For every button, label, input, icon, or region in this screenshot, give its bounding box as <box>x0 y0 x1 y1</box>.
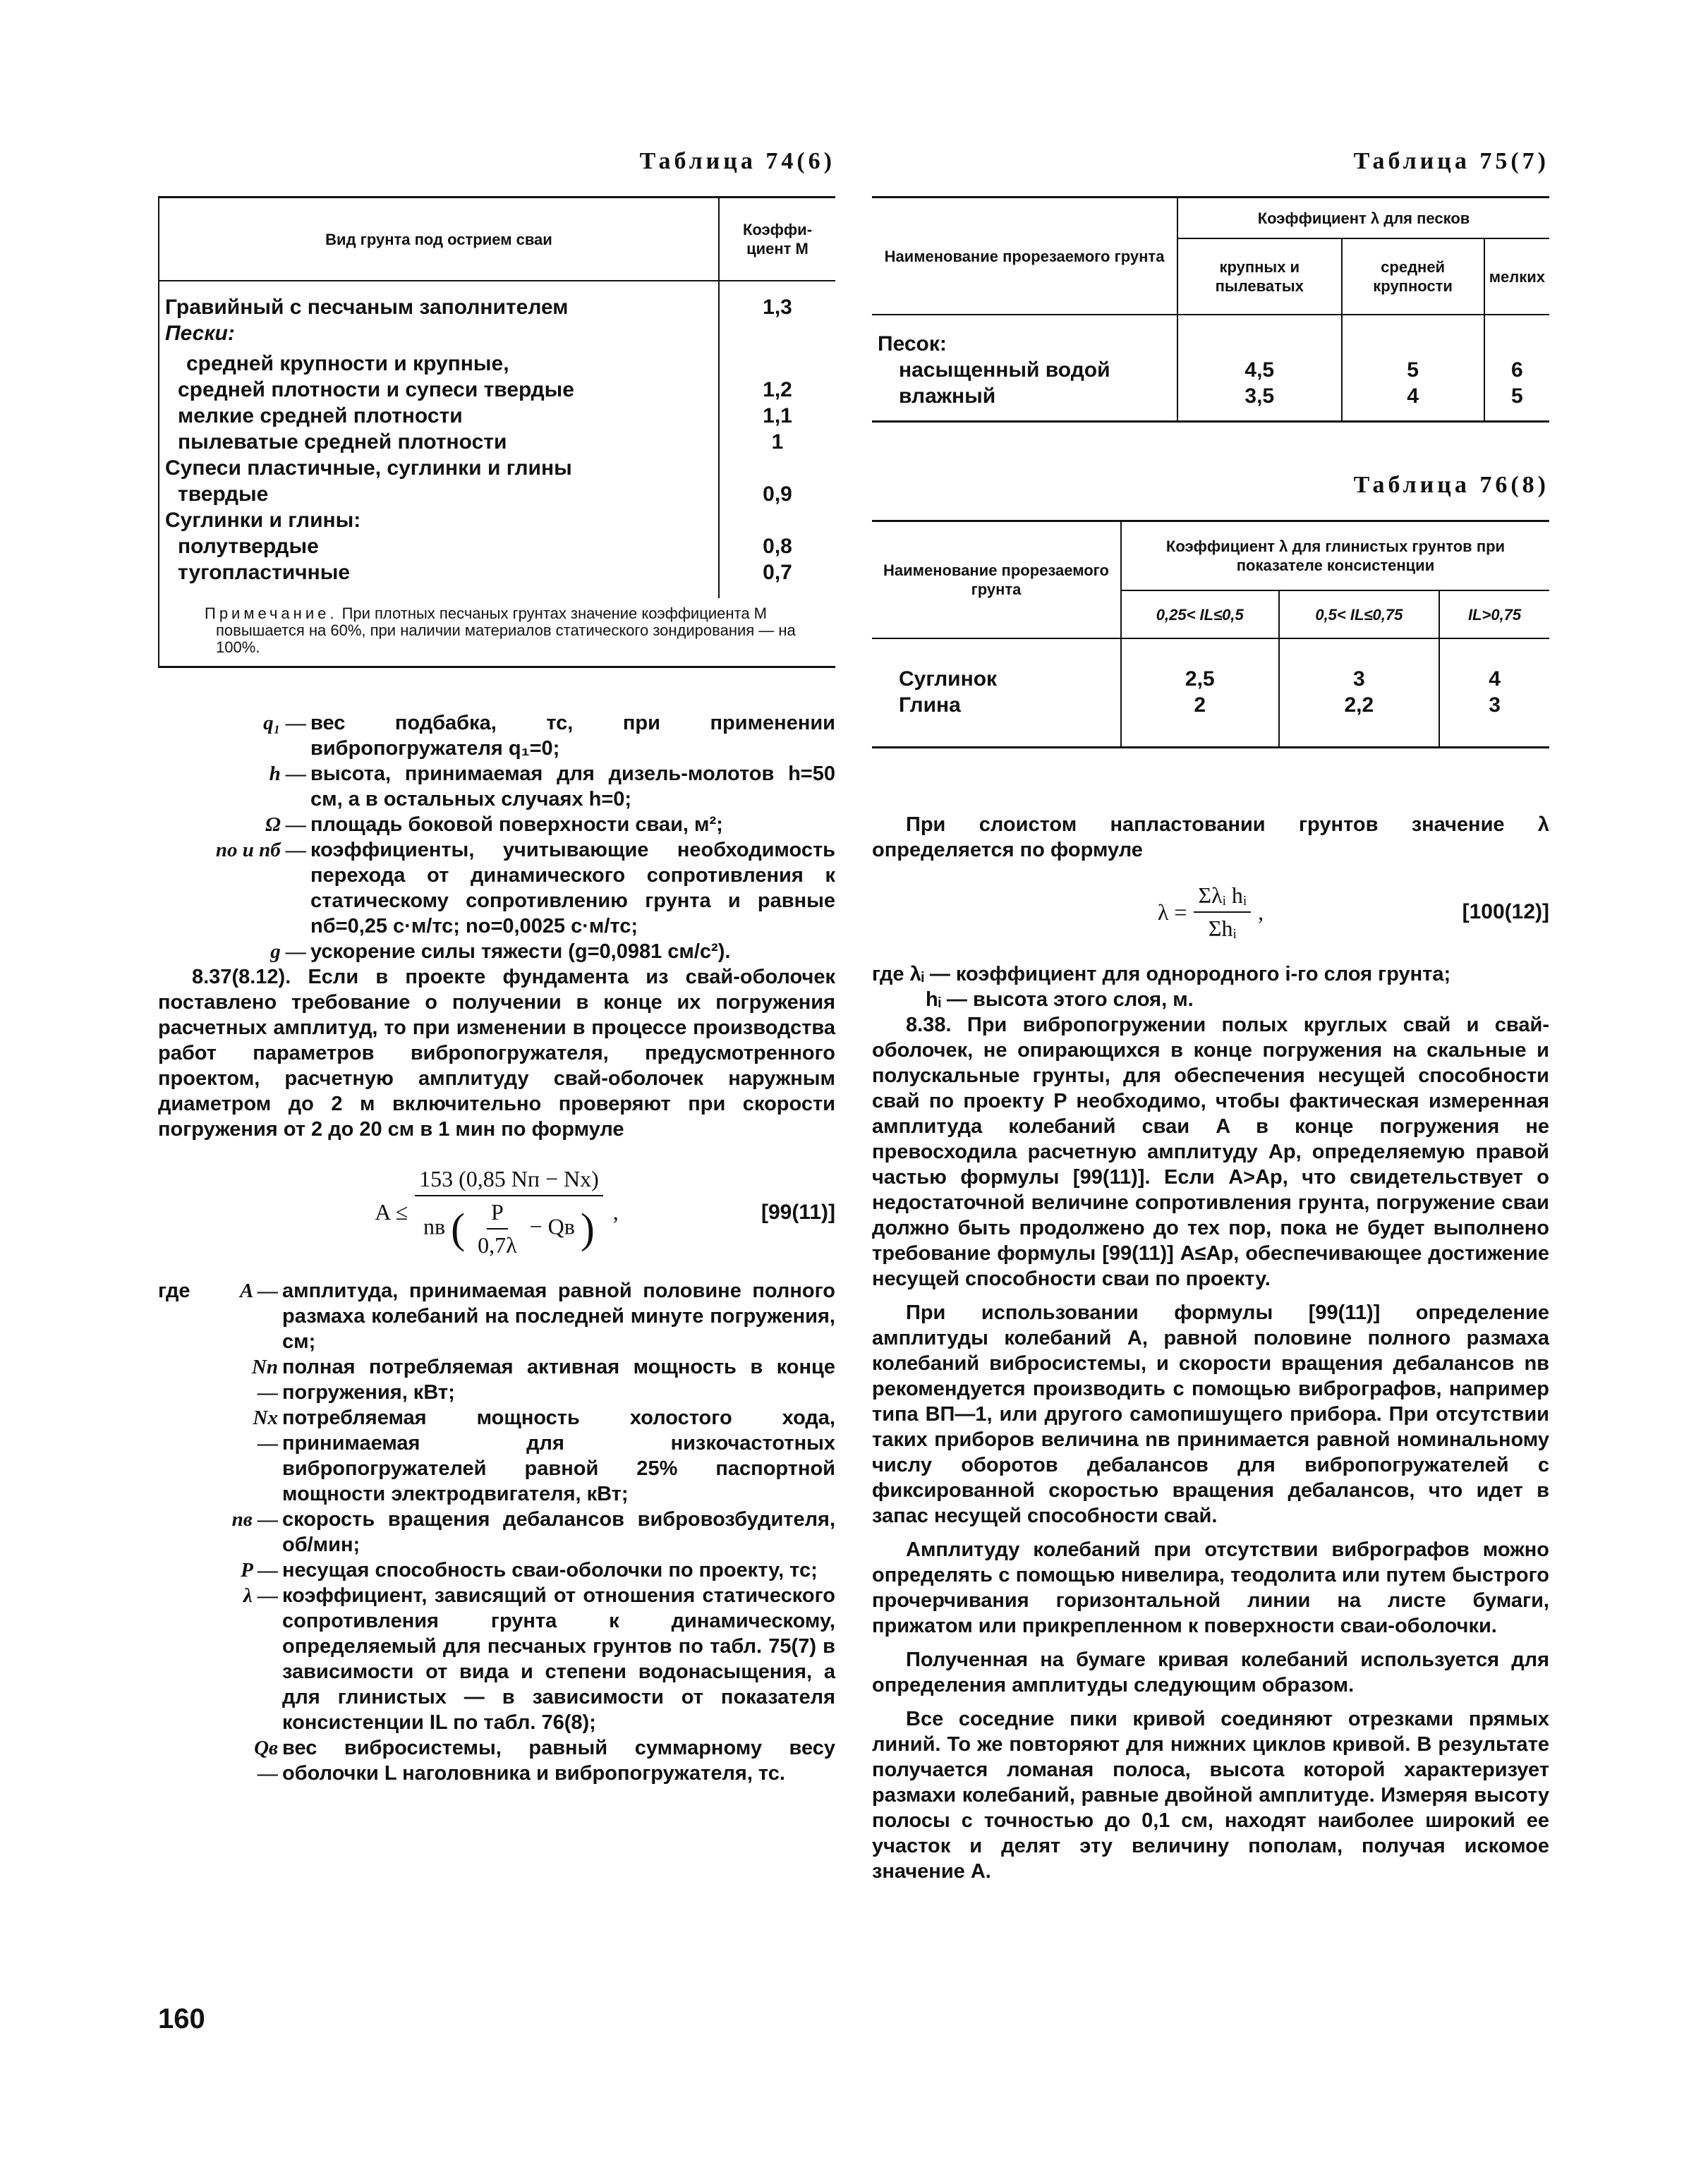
def-item: λ — коэффициент, зависящий от отношения статического сопротивления грунта к динамическому, определяемый для песчаных грунтов по табл. 75(7) в зависимости от вида и степени водонасыщения, а для глинистых — в зависимости от показателя консистенции IL по табл. 76(8); <box>243 1584 835 1734</box>
table76-caption: Таблица 76(8) <box>1353 472 1549 498</box>
table75-header-group: Коэффициент λ для песков <box>1177 198 1549 239</box>
table74-caption: Таблица 74(6) <box>639 148 835 174</box>
def-item: nв — скорость вращения дебалансов вибровозбудителя, об/мин; <box>231 1508 835 1556</box>
formula99-definitions <box>158 1278 835 1786</box>
table74 <box>158 196 835 668</box>
right-column <box>872 148 1549 1884</box>
table-row: Глина 2 2,2 3 <box>872 692 1549 718</box>
paragraph: При использовании формулы [99(11)] определение амплитуды колебаний A, равной половине полного размаха колебаний вибросистемы, и скорости вращения дебалансов nв рекомендуется производить с помощью вибрографов, например типа ВП—1, или другого самопишущего прибора. При отсутствии таких приборов величина nв принимается равной номинальному числу оборотов дебалансов для вибропогружателей с фиксированной скоростью вращения дебалансов, что идет в запас несущей способности свай. <box>872 1301 1549 1527</box>
def-item: nо и nб — коэффициенты, учитывающие необходимость перехода от динамического сопротивления к статическому сопротивлению грунта и равные nб=0,25 с·м/тс; nо=0,0025 с·м/тс; <box>215 839 835 937</box>
table75-header-soil: Наименование прорезаемого грунта <box>872 198 1177 315</box>
table-row: Суглинки и глины: <box>159 507 835 533</box>
table-row: средней плотности и супеси твердые 1,2 <box>159 377 835 403</box>
left-column <box>158 148 835 1786</box>
formula100-definitions <box>872 961 1549 1012</box>
paragraph-8-37: 8.37(8.12). Если в проекте фундамента из свай-оболочек поставлено требование о получении в конце их погружения расчетных амплитуд, то при изменении в процессе производства работ параметров вибропогружателя, предусмотренного проектом, расчетную амплитуду свай-оболочек наружным диаметром до 2 м включительно проверяют при скорости погружения от 2 до 20 см в 1 мин по формуле <box>158 966 835 1141</box>
table-row: Песок: <box>872 331 1549 357</box>
def-item: Nп — полная потребляемая активная мощность в конце погружения, кВт; <box>251 1356 835 1404</box>
table-row: тугопластичные 0,7 <box>159 559 835 585</box>
paragraph-8-38: 8.38. При вибропогружении полых круглых свай и свай-оболочек, не опирающихся в конце погружения на скальные и полускальные грунты, для обеспечения несущей способности свай по проекту P необходимо, чтобы фактическая измеренная амплитуда колебаний сваи A в конце погружения не превосходила расчетную амплитуду Aр, определяемую правой частью формулы [99(11)]. Если A>Aр, что свидетельствует о недостаточной величине сопротивления грунта, погружение сваи должно быть продолжено до тех пор, пока не будет выполнено требование формулы [99(11)] A≤Aр, обеспечивающее достижение несущей способности сваи по проекту. <box>872 1014 1549 1290</box>
page-number: 160 <box>158 2003 205 2034</box>
table76: Наименование прорезаемого грунта Коэффициент λ для глинистых грунтов при показателе консистенции 0,25< IL≤0,5 0,5< IL≤0,75 IL>0,75 Суглинок 2,5 3 4 Глина 2 2,2 3 <box>872 520 1549 748</box>
def-item: hᵢ — высота этого слоя, м. <box>926 988 1194 1011</box>
def-item: где λᵢ — коэффициент для однородного i-го слоя грунта; <box>872 963 1451 985</box>
table74-body <box>159 281 835 598</box>
table75-caption: Таблица 75(7) <box>1353 148 1549 174</box>
table76-header-group: Коэффициент λ для глинистых грунтов при показателе консистенции <box>1121 521 1549 591</box>
table-row: полутвердые 0,8 <box>159 533 835 559</box>
table76-header-soil: Наименование прорезаемого грунта <box>872 521 1121 639</box>
paragraph: Амплитуду колебаний при отсутствии вибрографов можно определять с помощью нивелира, теодолита или путем быстрого прочерчивания горизонтальной линии на листе бумаги, прижатом или прикрепленном к поверхности сваи-оболочки. <box>872 1538 1549 1637</box>
table-row: Суглинок 2,5 3 4 <box>872 666 1549 692</box>
def-item: P — несущая способность сваи-оболочки по проекту, тс; <box>241 1559 818 1582</box>
paragraph: Полученная на бумаге кривая колебаний используется для определения амплитуды следующим образом. <box>872 1649 1549 1696</box>
def-item: где A — амплитуда, принимаемая равной половине полного размаха колебаний на последней минуте погружения, см; <box>158 1280 835 1353</box>
layered-soil-intro: При слоистом напластовании грунтов значение λ определяется по формуле <box>872 813 1549 861</box>
def-item: h — высота, принимаемая для дизель-молотов h=50 см, а в остальных случаях h=0; <box>269 763 835 811</box>
def-item: Ω — площадь боковой поверхности сваи, м²; <box>265 813 723 836</box>
def-item: g — ускорение силы тяжести (g=0,0981 см/с²). <box>270 940 731 963</box>
table-row: пылеватые средней плотности 1 <box>159 429 835 455</box>
paragraph: Все соседние пики кривой соединяют отрезками прямых линий. То же повторяют для нижних циклов кривой. В результате получается ломаная полоса, высота которой характеризует размахи колебаний, равные двойной амплитуде. Измеряя высоту полосы с точностью до 0,1 см, находят наиболее широкий ее участок и делят эту величину пополам, получая искомое значение A. <box>872 1708 1549 1883</box>
table-row: Пески: <box>159 320 835 346</box>
table-row: мелкие средней плотности 1,1 <box>159 403 835 429</box>
table-row: насыщенный водой 4,5 5 6 <box>872 357 1549 383</box>
table74-header-soil: Вид грунта под острием сваи <box>159 198 719 281</box>
formula-100: λ = $\frac{\text{Σλᵢ hᵢ}}{\text{Σhᵢ}}$ , [100(12)] <box>1157 882 1549 941</box>
left-definitions <box>158 710 835 964</box>
table-row: средней крупности и крупные, <box>159 351 835 377</box>
table-row: Гравийный с песчаным заполнителем 1,3 <box>159 294 835 320</box>
table-row: твердые 0,9 <box>159 481 835 507</box>
def-item: Qв — вес вибросистемы, равный суммарному весу оболочки L наголовника и вибропогружателя, тс. <box>254 1737 835 1785</box>
table74-note: Примечание. При плотных песчаных грунтах значение коэффициента M повышается на 60%, при наличии материалов статического зондирования — на 100%. <box>159 598 835 668</box>
formula-99: A ≤ 153 (0,85 Nп − Nх) nв ( $\frac{P}{0,7\lambda}$ − Qв ) , [99(11)] <box>375 1166 835 1258</box>
def-item: Nх — потребляемая мощность холостого хода, принимаемая для низкочастотных вибропогружателей равной 25% паспортной мощности электродвигателя, кВт; <box>253 1407 835 1505</box>
table75: Наименование прорезаемого грунта Коэффициент λ для песков крупных и пылеватых средней крупности мелких Песок: насыщенный водой 4,5 5 6 влажный 3,5 4 5 <box>872 196 1549 423</box>
table74-header-coef: Коэффи- циент M <box>719 198 835 281</box>
table-row: влажный 3,5 4 5 <box>872 383 1549 409</box>
def-item: q₁ — вес подбабка, тс, при применении вибропогружателя q₁=0; <box>263 712 835 760</box>
table-row: Супеси пластичные, суглинки и глины <box>159 455 835 481</box>
